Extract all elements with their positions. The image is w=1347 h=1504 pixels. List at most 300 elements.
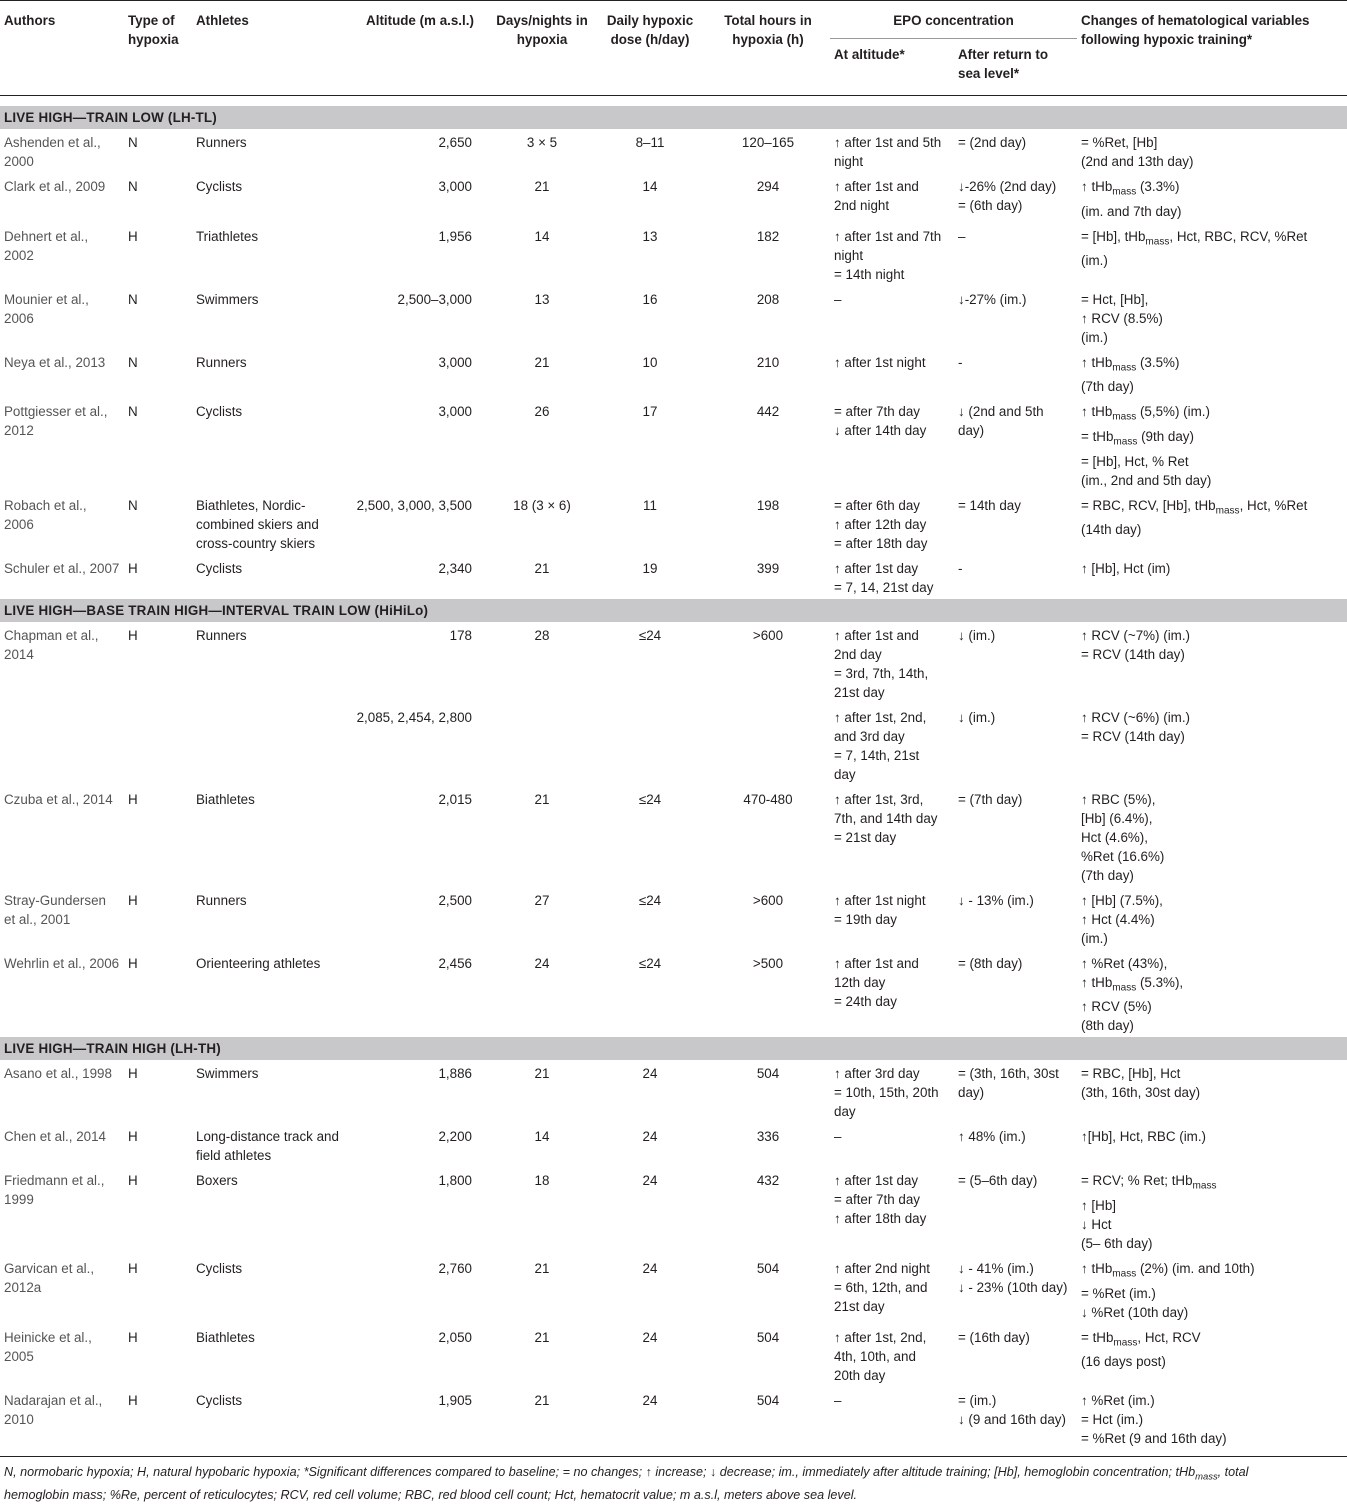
cell-total: >600 — [752, 627, 784, 643]
cell-line: (im., 2nd and 5th day) — [1081, 472, 1212, 488]
cell-days: 21 — [534, 1329, 550, 1345]
cell-line: (3th, 16th, 30st day) — [1081, 1085, 1201, 1101]
cell-altitude: 1,886 — [438, 1066, 472, 1082]
cell-dose: 24 — [642, 1066, 658, 1082]
cell-athletes: Swimmers — [196, 291, 259, 307]
table-row — [0, 555, 1347, 599]
cell-epo-at-altitude — [830, 492, 954, 555]
cell-line: ↑ after 1st, 2nd, — [834, 709, 927, 725]
cell-epo-at-altitude — [830, 1167, 954, 1255]
cell-days: 18 (3 × 6) — [513, 497, 571, 513]
cell-line: ↓ (im.) — [958, 709, 996, 725]
cell-type: H — [128, 955, 138, 971]
cell-dose: 11 — [643, 497, 657, 513]
cell-line: = Hct, [Hb], — [1081, 291, 1149, 307]
cell-line: - — [958, 354, 963, 370]
cell-line: ↓ - 13% (im.) — [958, 892, 1034, 908]
cell-line: (8th day) — [1081, 1018, 1134, 1034]
cell-line: = 24th day — [834, 993, 897, 1009]
cell-altitude: 2,200 — [438, 1129, 472, 1145]
table-row — [0, 1167, 1347, 1255]
cell-total: 336 — [756, 1129, 780, 1145]
cell-type: N — [128, 291, 138, 307]
cell-total: >600 — [752, 892, 784, 908]
cell-days: 21 — [534, 560, 550, 576]
cell-line: [Hb] (6.4%), — [1081, 810, 1153, 826]
cell-line: ↑ after 1st, 3rd, — [834, 791, 924, 807]
cell-changes — [1077, 786, 1347, 887]
cell-days — [490, 704, 594, 786]
section-row — [0, 599, 1347, 622]
table-row — [0, 349, 1347, 399]
table-header — [0, 1, 1347, 96]
cell-dose: 24 — [642, 1129, 658, 1145]
cell-line: (7th day) — [1081, 867, 1134, 883]
cell-type: H — [128, 1066, 138, 1082]
cell-line: - — [958, 560, 963, 576]
table-body — [0, 96, 1347, 1457]
cell-altitude: 2,500–3,000 — [397, 291, 472, 307]
cell-epo-after-return — [954, 704, 1077, 786]
cell-type: H — [128, 1261, 138, 1277]
cell-line: %Ret (16.6%) — [1081, 848, 1165, 864]
cell-line: ↑ after 1st night — [834, 354, 926, 370]
cell-changes — [1077, 950, 1347, 1038]
cell-line: = 7, 14, 21st day — [834, 579, 934, 595]
table-row — [0, 286, 1347, 349]
cell-changes — [1077, 704, 1347, 786]
cell-line: ↓ %Ret (10th day) — [1081, 1304, 1189, 1320]
cell-dose: 16 — [642, 291, 658, 307]
cell-line: = 21st day — [834, 829, 897, 845]
cell-type: N — [128, 404, 138, 420]
cell-line: = 14th day — [958, 497, 1021, 513]
cell-total: 470-480 — [743, 791, 793, 807]
cell-epo-after-return — [954, 1324, 1077, 1387]
cell-type — [124, 704, 192, 786]
cell-epo-at-altitude — [830, 622, 954, 704]
cell-changes — [1077, 492, 1347, 555]
cell-line: ↑ RCV (5%) — [1081, 999, 1152, 1015]
cell-altitude: 178 — [449, 627, 472, 643]
cell-total: 210 — [756, 354, 780, 370]
cell-author — [0, 704, 124, 786]
cell-altitude: 2,085, 2,454, 2,800 — [356, 709, 472, 725]
cell-line: ↑ RBC (5%), — [1081, 791, 1156, 807]
cell-dose: 19 — [642, 560, 658, 576]
cell-line: day — [834, 1104, 856, 1120]
cell-athletes: Long-distance track and field athletes — [196, 1129, 339, 1164]
cell-days: 21 — [490, 1387, 594, 1457]
cell-line: = (7th day) — [958, 791, 1023, 807]
cell-athletes: Biathletes, Nordic-combined skiers and cross-country skiers — [196, 497, 319, 551]
cell-days: 13 — [534, 291, 550, 307]
cell-line: ↓-27% (im.) — [958, 291, 1027, 307]
cell-line: ↓ (9 and 16th day) — [958, 1411, 1066, 1427]
cell-line: day) — [958, 1085, 985, 1101]
cell-author: Asano et al., 1998 — [4, 1066, 112, 1082]
cell-line: = after 18th day — [834, 535, 928, 551]
cell-total: 198 — [756, 497, 780, 513]
cell-line: ↓ - 23% (10th day) — [958, 1280, 1068, 1296]
cell-author: Czuba et al., 2014 — [4, 791, 113, 807]
cell-total: 504 — [756, 1329, 780, 1345]
cell-epo-at-altitude — [830, 173, 954, 223]
cell-days: 21 — [534, 179, 550, 194]
cell-line: 12th day — [834, 974, 886, 990]
cell-dose: ≤24 — [638, 955, 662, 971]
cell-changes — [1077, 1324, 1347, 1387]
cell-epo-at-altitude — [830, 349, 954, 399]
cell-line: (5– 6th day) — [1081, 1236, 1153, 1252]
cell-line: ↑ RCV (~6%) (im.) — [1081, 709, 1191, 725]
cell-changes — [1077, 173, 1347, 223]
cell-line: – — [834, 1392, 842, 1408]
cell-line: ↓-26% (2nd day) — [958, 179, 1057, 194]
cell-line: = 19th day — [834, 911, 897, 927]
cell-line: (16 days post) — [1081, 1354, 1166, 1370]
cell-author: Stray-Gundersen et al., 2001 — [4, 892, 106, 927]
header-epo-after-return: After return to sea level* — [958, 47, 1049, 81]
cell-athletes: Triathletes — [196, 228, 259, 244]
cell-type: N — [128, 497, 138, 513]
cell-days: 21 — [534, 1261, 550, 1277]
cell-line: ↑ after 1st and — [834, 179, 919, 194]
cell-author: Garvican et al., 2012a — [4, 1261, 95, 1296]
cell-line: ↑ after 3rd day — [834, 1066, 920, 1082]
cell-line: (im.) — [1081, 253, 1108, 269]
cell-athletes: Cyclists — [196, 1261, 243, 1277]
cell-changes — [1077, 349, 1347, 399]
cell-athletes: Runners — [196, 135, 247, 150]
cell-author: Ashenden et al., 2000 — [4, 135, 101, 169]
cell-athletes: Runners — [196, 627, 247, 643]
cell-line: = after 7th day — [834, 1192, 920, 1208]
cell-type: H — [128, 627, 138, 643]
cell-epo-after-return — [954, 555, 1077, 599]
cell-line: = Hct (im.) — [1081, 1411, 1144, 1427]
cell-epo-at-altitude — [830, 223, 954, 286]
cell-line: = %Ret (im.) — [1081, 1285, 1156, 1301]
cell-type: H — [128, 228, 138, 244]
cell-line: and 3rd day — [834, 728, 905, 744]
cell-line: = 3rd, 7th, 14th, — [834, 665, 929, 681]
cell-line: ↑ tHb$_{mass}$ (3.5%) — [1081, 354, 1180, 374]
cell-epo-at-altitude — [830, 555, 954, 599]
cell-line: = %Ret (9 and 16th day) — [1081, 1430, 1227, 1446]
table-row — [0, 1324, 1347, 1387]
header-days: Days/nights in hypoxia — [490, 1, 594, 96]
table-row — [0, 786, 1347, 887]
cell-changes — [1077, 398, 1347, 491]
cell-epo-at-altitude — [830, 398, 954, 491]
cell-epo-at-altitude — [830, 1123, 954, 1167]
cell-total: 504 — [756, 1066, 780, 1082]
cell-line: = tHb$_{mass}$ (9th day) — [1081, 429, 1194, 448]
cell-line: = RBC, RCV, [Hb], tHb$_{mass}$, Hct, %Ret — [1081, 497, 1308, 517]
cell-line: ↑ [Hb] (7.5%), — [1081, 892, 1163, 908]
section-title: LIVE HIGH—TRAIN HIGH (LH-TH) — [0, 1037, 1347, 1060]
cell-total: 294 — [756, 179, 780, 194]
cell-altitude: 2,500 — [438, 892, 472, 908]
cell-days: 28 — [534, 627, 550, 643]
cell-changes — [1077, 1255, 1347, 1324]
cell-total: 182 — [756, 228, 780, 244]
cell-author: Nadarajan et al., 2010 — [0, 1387, 124, 1457]
cell-epo-after-return — [954, 223, 1077, 286]
cell-athletes: Biathletes — [196, 791, 255, 807]
section-title: LIVE HIGH—TRAIN LOW (LH-TL) — [0, 106, 1347, 129]
cell-line: = 14th night — [834, 266, 905, 282]
cell-total — [706, 704, 830, 786]
table-row — [0, 622, 1347, 704]
cell-line: ↑ after 1st day — [834, 1173, 919, 1189]
header-athletes: Athletes — [192, 1, 350, 96]
cell-line: ↑ after 1st and 7th night — [834, 228, 942, 263]
cell-dose: 24 — [642, 1329, 658, 1345]
cell-type: N — [128, 135, 138, 150]
cell-athletes: Cyclists — [196, 560, 243, 576]
header-authors: Authors — [0, 1, 124, 96]
cell-line: = (im.) — [958, 1392, 997, 1408]
cell-epo-after-return — [954, 887, 1077, 950]
cell-altitude: 1,800 — [438, 1173, 472, 1189]
cell-athletes: Boxers — [196, 1173, 238, 1189]
cell-epo-after-return — [954, 1123, 1077, 1167]
cell-total: 120–165 — [741, 135, 795, 150]
cell-epo-at-altitude — [830, 950, 954, 1038]
cell-days: 14 — [534, 1129, 550, 1145]
cell-days: 24 — [534, 955, 550, 971]
cell-changes — [1077, 887, 1347, 950]
cell-line: ↑ after 1st and — [834, 627, 919, 643]
cell-changes — [1077, 555, 1347, 599]
cell-days: 21 — [534, 354, 550, 370]
cell-days: 21 — [534, 791, 550, 807]
cell-days: 18 — [534, 1173, 550, 1189]
cell-line: = 10th, 15th, 20th — [834, 1085, 939, 1101]
cell-line: ↑ 48% (im.) — [958, 1129, 1026, 1145]
cell-epo-after-return — [954, 349, 1077, 399]
cell-line: (im. and 7th day) — [1081, 203, 1182, 219]
table-row — [0, 173, 1347, 223]
table-row — [0, 1123, 1347, 1167]
cell-altitude: 2,050 — [438, 1329, 472, 1345]
header-dose: Daily hypoxic dose (h/day) — [594, 1, 706, 96]
cell-total: 442 — [756, 404, 780, 420]
cell-dose: 24 — [642, 1261, 658, 1277]
cell-changes — [1077, 129, 1347, 173]
cell-line: ↑ after 2nd night — [834, 1261, 931, 1277]
cell-line: = RCV (14th day) — [1081, 646, 1185, 662]
cell-author: Wehrlin et al., 2006 — [4, 955, 120, 971]
cell-athletes: Cyclists — [192, 1387, 350, 1457]
cell-changes — [1077, 286, 1347, 349]
cell-line: ↑[Hb], Hct, RBC (im.) — [1081, 1129, 1206, 1145]
cell-line: = [Hb], Hct, % Ret — [1081, 453, 1189, 469]
cell-altitude: 3,000 — [438, 354, 472, 370]
cell-type: N — [128, 179, 138, 194]
cell-author: Friedmann et al., 1999 — [4, 1173, 105, 1208]
cell-type: H — [128, 892, 138, 908]
cell-line: ↑ tHb$_{mass}$ (5.3%), — [1081, 974, 1184, 994]
table-row — [0, 704, 1347, 786]
cell-line: = (16th day) — [958, 1329, 1030, 1345]
table-row — [0, 223, 1347, 286]
table-row — [0, 398, 1347, 491]
cell-line: = 6th, 12th, and — [834, 1280, 928, 1296]
cell-epo-at-altitude — [830, 129, 954, 173]
cell-author: Schuler et al., 2007 — [4, 560, 120, 576]
cell-changes — [1077, 1387, 1347, 1457]
cell-athletes: Swimmers — [196, 1066, 259, 1082]
cell-author: Neya et al., 2013 — [4, 354, 106, 370]
cell-epo-at-altitude — [830, 1324, 954, 1387]
cell-type: H — [128, 791, 138, 807]
cell-line: = RCV; % Ret; tHb$_{mass}$ — [1081, 1173, 1217, 1193]
cell-author: Robach et al., 2006 — [4, 497, 87, 532]
cell-epo-after-return — [954, 1255, 1077, 1324]
cell-epo-at-altitude — [830, 1255, 954, 1324]
cell-changes — [1077, 1123, 1347, 1167]
cell-line: = after 7th day — [834, 404, 920, 420]
cell-total: 399 — [756, 560, 780, 576]
cell-dose: ≤24 — [638, 791, 662, 807]
cell-epo-at-altitude — [830, 1387, 954, 1457]
table-row — [0, 887, 1347, 950]
cell-line: – — [834, 291, 842, 307]
cell-dose: 24 — [642, 1173, 658, 1189]
cell-athletes: Cyclists — [196, 179, 243, 194]
cell-epo-after-return — [954, 129, 1077, 173]
cell-author: Clark et al., 2009 — [4, 179, 106, 194]
cell-author: Chen et al., 2014 — [4, 1129, 106, 1145]
cell-days: 26 — [534, 404, 550, 420]
cell-line: = tHb$_{mass}$, Hct, RCV — [1081, 1329, 1201, 1349]
cell-athletes: Cyclists — [196, 404, 243, 420]
cell-altitude: 3,000 — [438, 404, 472, 420]
table-row — [0, 129, 1347, 173]
cell-days: 27 — [534, 892, 550, 908]
cell-line: ↓ after 14th day — [834, 423, 927, 439]
cell-total: 432 — [756, 1173, 780, 1189]
cell-line: day) — [958, 423, 985, 439]
cell-dose: 17 — [642, 404, 658, 420]
cell-author: Pottgiesser et al., 2012 — [4, 404, 108, 439]
cell-line: 4th, 10th, and — [834, 1348, 916, 1364]
cell-line: (im.) — [1081, 930, 1108, 946]
cell-line: ↑ RCV (8.5%) — [1081, 310, 1163, 326]
cell-line: (7th day) — [1081, 379, 1134, 395]
cell-line: 7th, and 14th day — [834, 810, 938, 826]
cell-author: Chapman et al., 2014 — [4, 627, 99, 662]
cell-total: 504 — [756, 1261, 780, 1277]
cell-line: ↑ RCV (~7%) (im.) — [1081, 627, 1191, 643]
cell-changes — [1077, 1167, 1347, 1255]
table-row — [0, 1060, 1347, 1123]
cell-line: ↑ [Hb], Hct (im) — [1081, 560, 1171, 576]
cell-dose: ≤24 — [638, 892, 662, 908]
cell-epo-at-altitude — [830, 887, 954, 950]
table-row — [0, 1387, 1347, 1457]
cell-altitude: 2,650 — [438, 135, 472, 150]
cell-athletes: Runners — [196, 892, 247, 908]
cell-line: = (8th day) — [958, 955, 1023, 971]
cell-line: ↑ tHb$_{mass}$ (2%) (im. and 10th) — [1081, 1261, 1255, 1280]
cell-athletes — [192, 704, 350, 786]
cell-epo-after-return — [954, 492, 1077, 555]
cell-dose: 8–11 — [635, 135, 665, 150]
cell-line: (2nd and 13th day) — [1081, 154, 1194, 169]
cell-line: ↑ after 1st night — [834, 892, 926, 908]
header-epo: EPO concentration — [830, 1, 1077, 39]
cell-author: Dehnert et al., 2002 — [4, 228, 89, 263]
cell-altitude: 2,760 — [438, 1261, 472, 1277]
cell-line: ↑ tHb$_{mass}$ (3.3%) — [1081, 179, 1180, 198]
cell-line: ↑ after 18th day — [834, 1211, 927, 1227]
cell-author: Heinicke et al., 2005 — [4, 1329, 92, 1364]
cell-line: 2nd night — [834, 198, 890, 213]
cell-line: = RCV (14th day) — [1081, 728, 1185, 744]
cell-days: 3 × 5 — [526, 135, 558, 150]
cell-line: ↑ [Hb] — [1081, 1198, 1116, 1214]
header-total: Total hours in hypoxia (h) — [706, 1, 830, 96]
cell-epo-after-return — [954, 286, 1077, 349]
cell-epo-after-return — [954, 1387, 1077, 1457]
header-type: Type of hypoxia — [124, 1, 192, 96]
cell-athletes: Orienteering athletes — [196, 955, 321, 971]
cell-dose — [594, 704, 706, 786]
cell-line: ↑ after 1st, 2nd, — [834, 1329, 927, 1345]
cell-athletes: Runners — [196, 354, 247, 370]
cell-line: – — [834, 1129, 842, 1145]
cell-epo-after-return — [954, 622, 1077, 704]
cell-epo-after-return — [954, 786, 1077, 887]
cell-changes — [1077, 223, 1347, 286]
cell-type: H — [124, 1387, 192, 1457]
cell-line: ↑ %Ret (im.) — [1081, 1392, 1155, 1408]
cell-type: H — [128, 1129, 138, 1145]
cell-line: = 7, 14th, 21st — [834, 747, 920, 763]
section-row — [0, 1037, 1347, 1060]
cell-line: (14th day) — [1081, 522, 1142, 538]
cell-line: = RBC, [Hb], Hct — [1081, 1066, 1181, 1082]
cell-days: 21 — [534, 1066, 550, 1082]
cell-altitude: 1,956 — [438, 228, 472, 244]
cell-altitude: 2,456 — [438, 955, 472, 971]
cell-line: ↑ Hct (4.4%) — [1081, 911, 1155, 927]
cell-epo-after-return — [954, 398, 1077, 491]
cell-epo-at-altitude — [830, 786, 954, 887]
table-footnote: N, normobaric hypoxia; H, natural hypobaric hypoxia; *Significant differences compared to baseline; = no changes; ↑ increase; ↓ decrease; im., immediately after altitude training; [Hb], hemoglobin concentration; tHb$_{mass}$, total hemoglobin mass; %Re, percent of reticulocytes; RCV, red cell volume; RBC, red blood cell count; Hct, hematocrit value; m a.s.l, meters above sea level. — [4, 1464, 1249, 1503]
cell-epo-after-return — [954, 1060, 1077, 1123]
cell-line: ↓ - 41% (im.) — [958, 1261, 1034, 1277]
cell-line: = [Hb], tHb$_{mass}$, Hct, RBC, RCV, %Ret — [1081, 228, 1308, 248]
cell-line: 21st day — [834, 1299, 885, 1315]
cell-altitude: 1,905 — [350, 1387, 490, 1457]
cell-line: (im.) — [1081, 329, 1108, 345]
header-epo-at-altitude: At altitude* — [834, 47, 905, 62]
section-row — [0, 106, 1347, 129]
cell-total: 504 — [706, 1387, 830, 1457]
cell-line: = after 6th day — [834, 497, 920, 513]
cell-type: H — [128, 560, 138, 576]
cell-days: 14 — [534, 228, 550, 244]
table-row — [0, 492, 1347, 555]
table-row — [0, 1255, 1347, 1324]
cell-line: = (2nd day) — [958, 135, 1027, 150]
cell-line: = (3th, 16th, 30st — [958, 1066, 1059, 1082]
